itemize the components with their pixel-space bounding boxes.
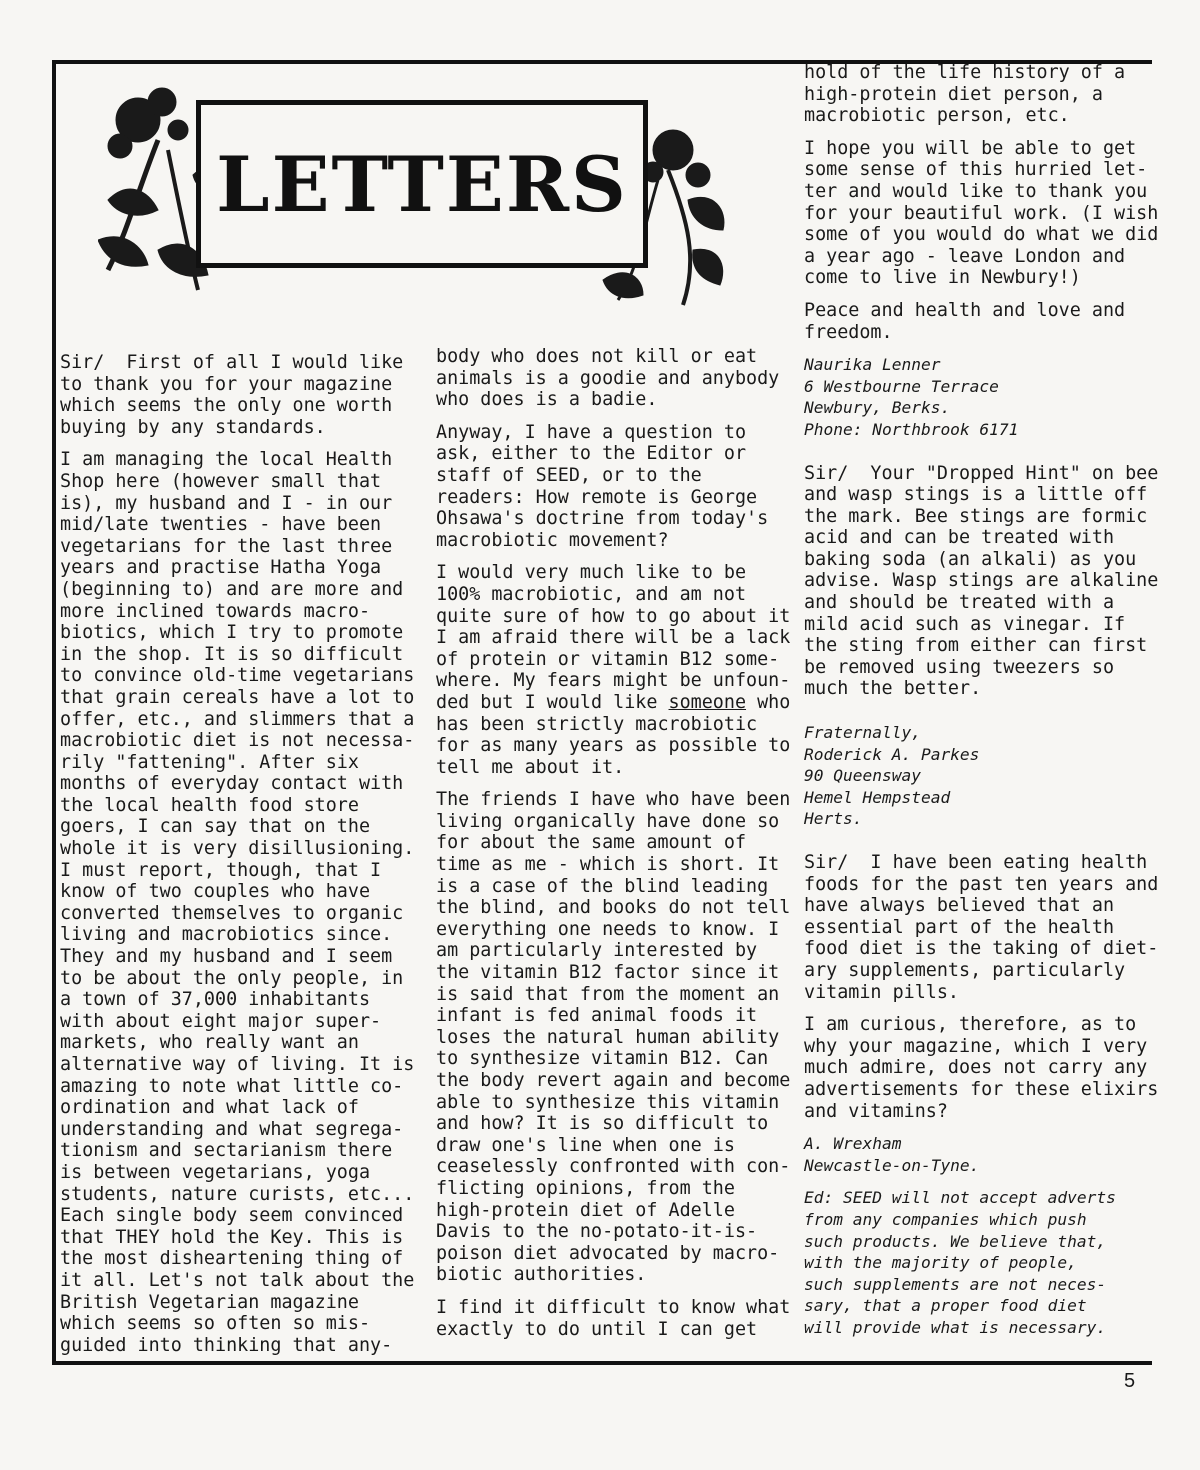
letter1-paragraph-8: hold of the life history of a high-protein diet person, a macrobiotic person, etc. bbox=[804, 62, 1126, 127]
letter1-paragraph-5 bbox=[436, 562, 791, 778]
letter1-paragraph-2: I am managing the local Health Shop here (however small that is), my husband and I - in our mid/late twenties - have been vegetarians for the last three years and practise Hatha Yoga (beginning to) and are more and more inclined towards macro- biotics, which I try to promote in the shop. It is so difficult to convince old-time vegetarians that grain cereals have a lot to offer, etc., and slimmers that a macrobiotic diet is not necessa- rily "fattening". After six months of everyday contact with the local health food store goers, I can say that on the whole it is very disillusioning. I must report, though, that I know of two couples who have converted themselves to organic living and macrobiotics since. They and my husband and I seem to be about the only people, in a town of 37,000 inhabitants with about eight major super- markets, who really want an alternative way of living. It is amazing to note what little co- ordination and what lack of understanding and what segrega- tionism and sectarianism there is between vegetarians, yoga students, nature curists, etc... Each single body seem convinced that THEY hold the Key. This is the most disheartening thing of it all. Let's not talk about the British Vegetarian magazine which seems so often so mis- guided into thinking that any- bbox=[60, 449, 415, 1356]
letter1-signature: Naurika Lenner 6 Westbourne Terrace Newbury, Berks. Phone: Northbrook 6171 bbox=[804, 355, 1019, 439]
letter1-paragraph-6: The friends I have who have been living organically have done so for about the same amount of time as me - which is short. It is a case of the blind leading the blind, and books do not tell everything one needs to know. I am particularly interested by the vitamin B12 factor since it is said that from the moment an infant is fed animal foods it loses the natural human ability to synthesize vitamin B12. Can the body revert again and become able to synthesize this vitamin and how? It is so difficult to draw one's line when one is ceaselessly confronted with con- flicting opinions, from the high-protein diet of Adelle Davis to the no-potato-it-is- poison diet advocated by macro- biotic authorities. bbox=[436, 789, 791, 1286]
column-2 bbox=[436, 346, 791, 1351]
editor-note: Ed: SEED will not accept adverts from any companies which push such products. We believe that, with the majority of people, such supplements are not neces- sary, that a proper food diet will provide what is necessary. bbox=[804, 1188, 1116, 1337]
letter2-text: Sir/ Your "Dropped Hint" on bee and wasp stings is a little off the mark. Bee stings are formic acid and can be treated with baking soda (an alkali) as you advise. Wasp stings are alkaline and should be treated with a mild acid such as vinegar. If the sting from either can first be removed using tweezers so much the better. bbox=[804, 462, 1159, 700]
frame-left-rule bbox=[52, 60, 56, 1365]
letter1-paragraph-3: body who does not kill or eat animals is a goodie and anybody who does is a badie. bbox=[436, 346, 780, 411]
page-title: LETTERS bbox=[216, 139, 628, 229]
underlined-word: someone bbox=[668, 691, 747, 713]
letter3-paragraph-1: Sir/ I have been eating health foods for the past ten years and have always believed that an essential part of the health food diet is the taking of diet- ary supplements, particularly vitamin pills. bbox=[804, 852, 1159, 1003]
letter1-paragraph-9: I hope you will be able to get some sense of this hurried let- ter and would like to thank you for your beautiful work. (I wish some of you would do what we did a year ago - leave London and come to live in Newbury!) bbox=[804, 137, 1159, 289]
letter1-paragraph-1: Sir/ First of all I would like to thank you for your magazine which seems the only one worth buying by any standards. bbox=[60, 352, 404, 438]
letter1-paragraph-7: I find it difficult to know what exactly to do until I can get bbox=[436, 1296, 791, 1340]
page-number: 5 bbox=[1124, 1370, 1136, 1392]
letter1-paragraph-4: Anyway, I have a question to ask, either to the Editor or staff of SEED, or to the readers: How remote is George Ohsawa's doctrine from today's macrobiotic movement? bbox=[436, 421, 769, 551]
column-1 bbox=[60, 352, 415, 1367]
letters-title-box bbox=[196, 100, 648, 268]
letter1-p5-text-before: I would very much like to be 100% macrobiotic, and am not quite sure of how to go about it I am afraid there will be a lack of protein or vitamin B12 some- where. My fears might be unfoun- ded but I would like bbox=[436, 562, 791, 713]
letter3-signature: A. Wrexham Newcastle-on-Tyne. bbox=[804, 1134, 980, 1175]
letter1-paragraph-10: Peace and health and love and freedom. bbox=[804, 299, 1126, 343]
letter2-signature: Fraternally, Roderick A. Parkes 90 Queensway Hemel Hempstead Herts. bbox=[804, 723, 980, 829]
letter1-p5-text-after: who has been strictly macrobiotic for as many years as possible to tell me about it. bbox=[436, 691, 791, 778]
column-3 bbox=[804, 62, 1159, 1349]
letter3-paragraph-2: I am curious, therefore, as to why your magazine, which I very much admire, does not carry any advertisements for these elixirs and vitamins? bbox=[804, 1014, 1159, 1122]
